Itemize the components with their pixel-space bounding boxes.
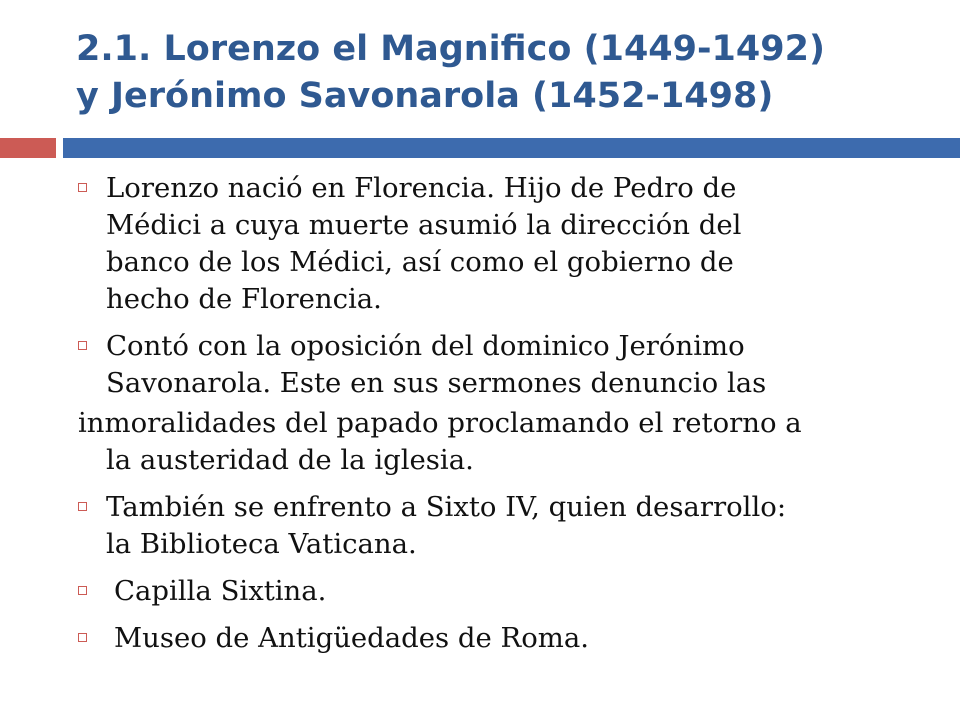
square-bullet-icon (78, 633, 87, 642)
bullet-line: hecho de Florencia. (106, 283, 382, 315)
bullet-line: banco de los Médici, así como el gobierno de (106, 246, 734, 278)
slide-title-line-2: y Jerónimo Savonarola (1452-1498) (76, 76, 774, 116)
bullet-line: la Biblioteca Vaticana. (106, 528, 417, 560)
paragraph-continuation (0, 402, 960, 479)
square-bullet-icon (78, 586, 87, 595)
title-rule-red (0, 138, 56, 158)
bullet-line: Contó con la oposición del dominico Jerónimo (106, 330, 745, 362)
slide-title-line-1: 2.1. Lorenzo el Magnifico (1449-1492) (76, 29, 825, 69)
bullet-text (106, 328, 896, 402)
bullet-line: Savonarola. Este en sus sermones denuncio las (106, 367, 767, 399)
square-bullet-icon (78, 502, 87, 511)
bullet-line: También se enfrento a Sixto IV, quien desarrollo: (106, 491, 787, 523)
bullet-line: Médici a cuya muerte asumió la dirección del (106, 209, 742, 241)
title-rule-blue (63, 138, 960, 158)
slide-body (0, 170, 960, 657)
bullet-text: Museo de Antigüedades de Roma. (114, 622, 590, 654)
square-bullet-icon (78, 341, 87, 350)
paragraph-line: la austeridad de la iglesia. (106, 444, 474, 476)
bullet-lorenzo (0, 170, 896, 318)
bullet-text (106, 170, 896, 318)
bullet-museo (0, 620, 896, 657)
bullet-sixto (0, 489, 896, 563)
slide-title (76, 26, 936, 120)
bullet-savonarola (0, 328, 896, 402)
paragraph-line: inmoralidades del papado proclamando el retorno a (78, 407, 802, 439)
bullet-capilla (0, 573, 896, 610)
bullet-line: Lorenzo nació en Florencia. Hijo de Pedro de (106, 172, 737, 204)
bullet-text: Capilla Sixtina. (114, 575, 327, 607)
square-bullet-icon (78, 183, 87, 192)
bullet-text (106, 489, 896, 563)
